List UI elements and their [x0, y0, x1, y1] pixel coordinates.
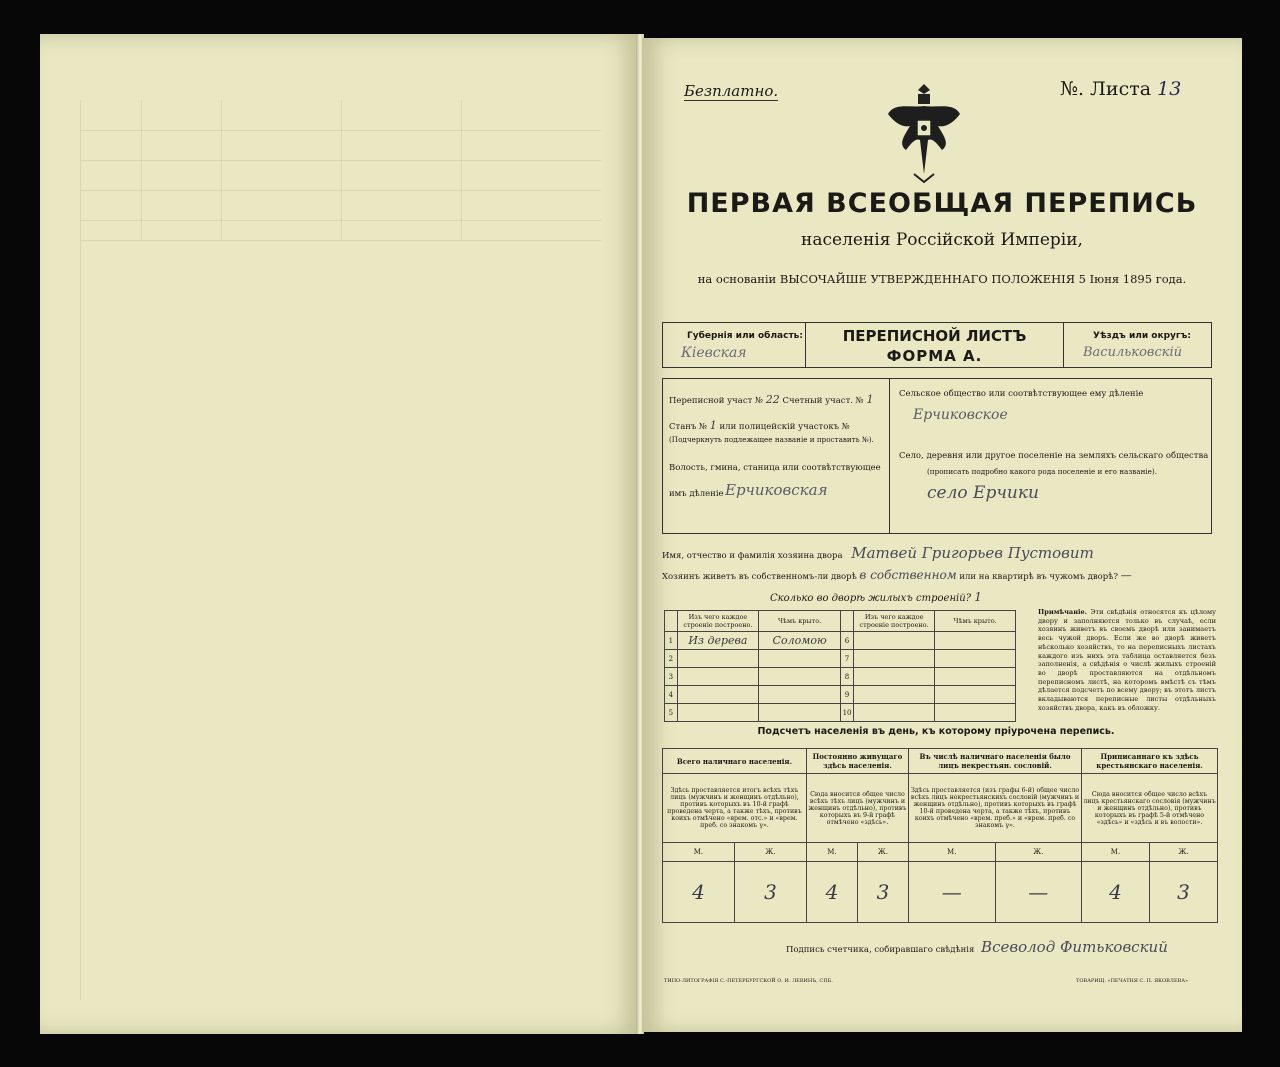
buildings-cell [854, 632, 935, 650]
volost-label-1: Волость, гмина, станица или соотвѣтствующее [669, 463, 881, 473]
buildings-cell [935, 686, 1016, 704]
census-sheet [642, 38, 1242, 1032]
buildings-cell [935, 704, 1016, 722]
count-m-label: М. [909, 843, 996, 862]
buildings-cell: 8 [841, 668, 854, 686]
buildings-table [664, 610, 1016, 722]
buildings-row [665, 632, 1016, 650]
count-desc-row [663, 774, 1218, 843]
count-f-label: Ж. [995, 843, 1082, 862]
buildings-cell: 10 [841, 704, 854, 722]
volost-value: Ерчиковская [725, 481, 828, 499]
gubernia-value: Кіевская [681, 345, 747, 361]
count-head-row [663, 749, 1218, 774]
buildings-cell [935, 650, 1016, 668]
buildings-cell [677, 686, 758, 704]
buildings-cell [759, 686, 841, 704]
count-f-label: Ж. [857, 843, 908, 862]
sheet-number-value: 13 [1157, 78, 1182, 100]
sheet-title: ПЕРЕПИСНОЙ ЛИСТЪ [842, 327, 1027, 345]
village-value: село Ерчики [927, 483, 1039, 503]
count-m-label: М. [806, 843, 857, 862]
buildings-cell [677, 668, 758, 686]
count-f-value: — [995, 862, 1082, 923]
village-label: Село, деревня или другое поселеніе на земляхъ сельскаго общества [899, 451, 1209, 461]
buildings-cell [854, 650, 935, 668]
underline-note: (Подчеркнуть подлежащее названіе и проставить №). [669, 435, 874, 444]
buildings-cell: 5 [665, 704, 678, 722]
buildings-count-value: 1 [974, 590, 982, 604]
printer-right: ТОВАРИЩ. «ПЕЧАТНЯ С. П. ЯКОВЛЕВА» [1076, 978, 1189, 984]
uezd-label: Уѣздъ или округъ: [1093, 331, 1191, 341]
count-district-value: 1 [866, 393, 874, 406]
buildings-row [665, 686, 1016, 704]
count-m-value: 4 [806, 862, 857, 923]
owner-residence: Хозяинъ живетъ въ собственномъ-ли дворѣ в собственном или на квартирѣ въ чужомъ дворѣ? — [662, 568, 1132, 582]
buildings-cell: 7 [841, 650, 854, 668]
count-desc-0: Здѣсь проставляется итогъ всѣхъ тѣхъ лицъ (мужчинъ и женщинъ отдѣльно), противъ которыхъ въ 10-й графѣ проведена черта, а также тѣхъ, противъ коихъ отмѣчено «врем. отс.» и «врем. преб. со знакомъ γ». [663, 774, 807, 843]
bt-col-material-2: Изъ чего каждое строеніе построено. [854, 611, 935, 632]
count-f-value: 3 [734, 862, 806, 923]
note-text: Эти свѣдѣнія относятся къ цѣлому двору и заполняются только въ случаѣ, если хозяинъ живетъ въ своемъ дворѣ или занимаетъ весь чужой дворъ. Если же во дворѣ живетъ нѣсколько хозяйствъ, то на переписныхъ листахъ каждого изъ нихъ эта таблица оставляется безъ заполненія, а свѣдѣнія о числѣ жилыхъ строеній во дворѣ проставляются на отдѣльномъ переписномъ листѣ, на которомъ вмѣстѣ съ тѣмъ дѣлается подсчетъ по всему двору; въ этотъ листъ вкладываются переписные листы отдѣльныхъ хозяйствъ двора, какъ въ обложку. [1038, 608, 1216, 712]
title-sub: населенія Россійской Имперіи, [801, 230, 1083, 250]
bt-col-material: Изъ чего каждое строеніе построено. [677, 611, 758, 632]
owner-name-value: Матвей Григорьев Пустовит [851, 544, 1094, 562]
count-desc-1: Сюда вносится общее число всѣхъ тѣхъ лицъ (мужчинъ и женщинъ отдѣльно), противъ которыхъ въ 9-й графѣ отмѣчено «здѣсь». [806, 774, 908, 843]
buildings-cell: 1 [665, 632, 678, 650]
count-m-value: 4 [663, 862, 735, 923]
bt-col-num-2 [841, 611, 854, 632]
count-head-2: Въ числѣ наличнаго населенія было лицъ некрестьян. сословій. [909, 749, 1082, 774]
count-m-value: — [909, 862, 996, 923]
count-head-3: Приписаннаго къ здѣсь крестьянскаго населенія. [1082, 749, 1218, 774]
count-f-label: Ж. [1149, 843, 1217, 862]
count-mf-row [663, 843, 1218, 862]
title-basis: на основаніи ВЫСОЧАЙШЕ УТВЕРЖДЕННАГО ПОЛОЖЕНІЯ 5 Іюня 1895 года. [697, 272, 1187, 286]
sheet-number-label: №. Листа [1060, 78, 1152, 100]
buildings-cell: Соломою [759, 632, 841, 650]
signature-value: Всеволод Фитьковский [981, 938, 1168, 956]
form-label: ФОРМА А. [886, 347, 983, 365]
stan-field: Станъ № 1 или полицейскій участокъ № [669, 419, 850, 432]
buildings-cell: Из дерева [677, 632, 758, 650]
gubernia-label: Губернія или область: [687, 331, 803, 341]
enumerator-signature: Подпись счетчика, собиравшаго свѣдѣнія Всеволод Фитьковский [786, 938, 1168, 956]
buildings-cell [677, 650, 758, 668]
bleed-through-lines [80, 100, 601, 1000]
bt-col-num [665, 611, 678, 632]
buildings-cell [854, 704, 935, 722]
owner-residence-value: в собственном [859, 568, 957, 582]
stan-value: 1 [709, 419, 717, 432]
village-note: (прописать подробно какого рода поселеніе и его названіе). [927, 467, 1157, 476]
form-header-box [662, 322, 1212, 368]
sheet-number [1060, 78, 1181, 100]
buildings-row [665, 668, 1016, 686]
buildings-cell [759, 704, 841, 722]
buildings-cell: 4 [665, 686, 678, 704]
society-value: Ерчиковское [913, 407, 1008, 423]
count-head-1: Постоянно живущаго здѣсь населенія. [806, 749, 908, 774]
buildings-cell: 9 [841, 686, 854, 704]
count-m-label: М. [663, 843, 735, 862]
buildings-row [665, 650, 1016, 668]
buildings-cell [759, 668, 841, 686]
owner-name: Имя, отчество и фамилія хозяина двора Матвей Григорьев Пустовит [662, 544, 1094, 562]
left-page [40, 34, 640, 1034]
buildings-cell [854, 686, 935, 704]
buildings-count: Сколько во дворѣ жилыхъ строеній? 1 [770, 590, 982, 604]
count-value-row [663, 862, 1218, 923]
bt-col-roof-2: Чѣмъ крыто. [935, 611, 1016, 632]
count-m-label: М. [1082, 843, 1150, 862]
count-head-0: Всего наличнаго населенія. [663, 749, 807, 774]
count-desc-3: Сюда вносится общее число всѣхъ лицъ крестьянскаго сословія (мужчинъ и женщинъ отдѣльно), противъ которыхъ въ графѣ 5-й отмѣчено «здѣсь» и «здѣсь и въ волости». [1082, 774, 1218, 843]
buildings-cell [677, 704, 758, 722]
count-desc-2: Здѣсь проставляется (изъ графы 6-й) общее число всѣхъ лицъ некрестьянскихъ сословій (мужчинъ и женщинъ отдѣльно), противъ которыхъ въ графѣ 10-й проведена черта, а также тѣхъ, противъ коихъ отмѣчено «врем. преб.» и «врем. преб. со знакомъ γ». [909, 774, 1082, 843]
location-section [662, 378, 1212, 534]
count-f-value: 3 [857, 862, 908, 923]
note-title: Примѣчаніе. [1038, 608, 1088, 616]
census-district: Переписной участ № 22 Счетный участ. № 1 [669, 393, 874, 406]
title-main: ПЕРВАЯ ВСЕОБЩАЯ ПЕРЕПИСЬ [686, 188, 1198, 219]
buildings-cell [759, 650, 841, 668]
owner-residence-tail-value: — [1120, 569, 1132, 582]
buildings-cell: 6 [841, 632, 854, 650]
count-title: Подсчетъ населенія въ день, къ которому пріурочена перепись. [757, 726, 1115, 737]
note-block [1038, 608, 1216, 712]
printer-left: ТИПО-ЛИТОГРАФІЯ С.-ПЕТЕРБУРГСКОЙ О. И. ЛЕВИНЪ, СПБ. [664, 978, 833, 984]
buildings-cell [935, 632, 1016, 650]
count-m-value: 4 [1082, 862, 1150, 923]
buildings-cell: 3 [665, 668, 678, 686]
count-f-value: 3 [1149, 862, 1217, 923]
population-count-table [662, 748, 1218, 923]
free-label: Безплатно. [684, 82, 779, 100]
buildings-header-row [665, 611, 1016, 632]
bt-col-roof: Чѣмъ крыто. [759, 611, 841, 632]
buildings-cell [854, 668, 935, 686]
buildings-cell: 2 [665, 650, 678, 668]
uezd-value: Васильковскій [1083, 345, 1183, 360]
census-district-value: 22 [765, 393, 780, 406]
imperial-eagle-emblem [884, 78, 964, 186]
buildings-cell [935, 668, 1016, 686]
count-f-label: Ж. [734, 843, 806, 862]
society-label: Сельское общество или соотвѣтствующее ему дѣленіе [899, 389, 1144, 399]
buildings-row [665, 704, 1016, 722]
volost-label-2: имъ дѣленіе [669, 489, 724, 499]
